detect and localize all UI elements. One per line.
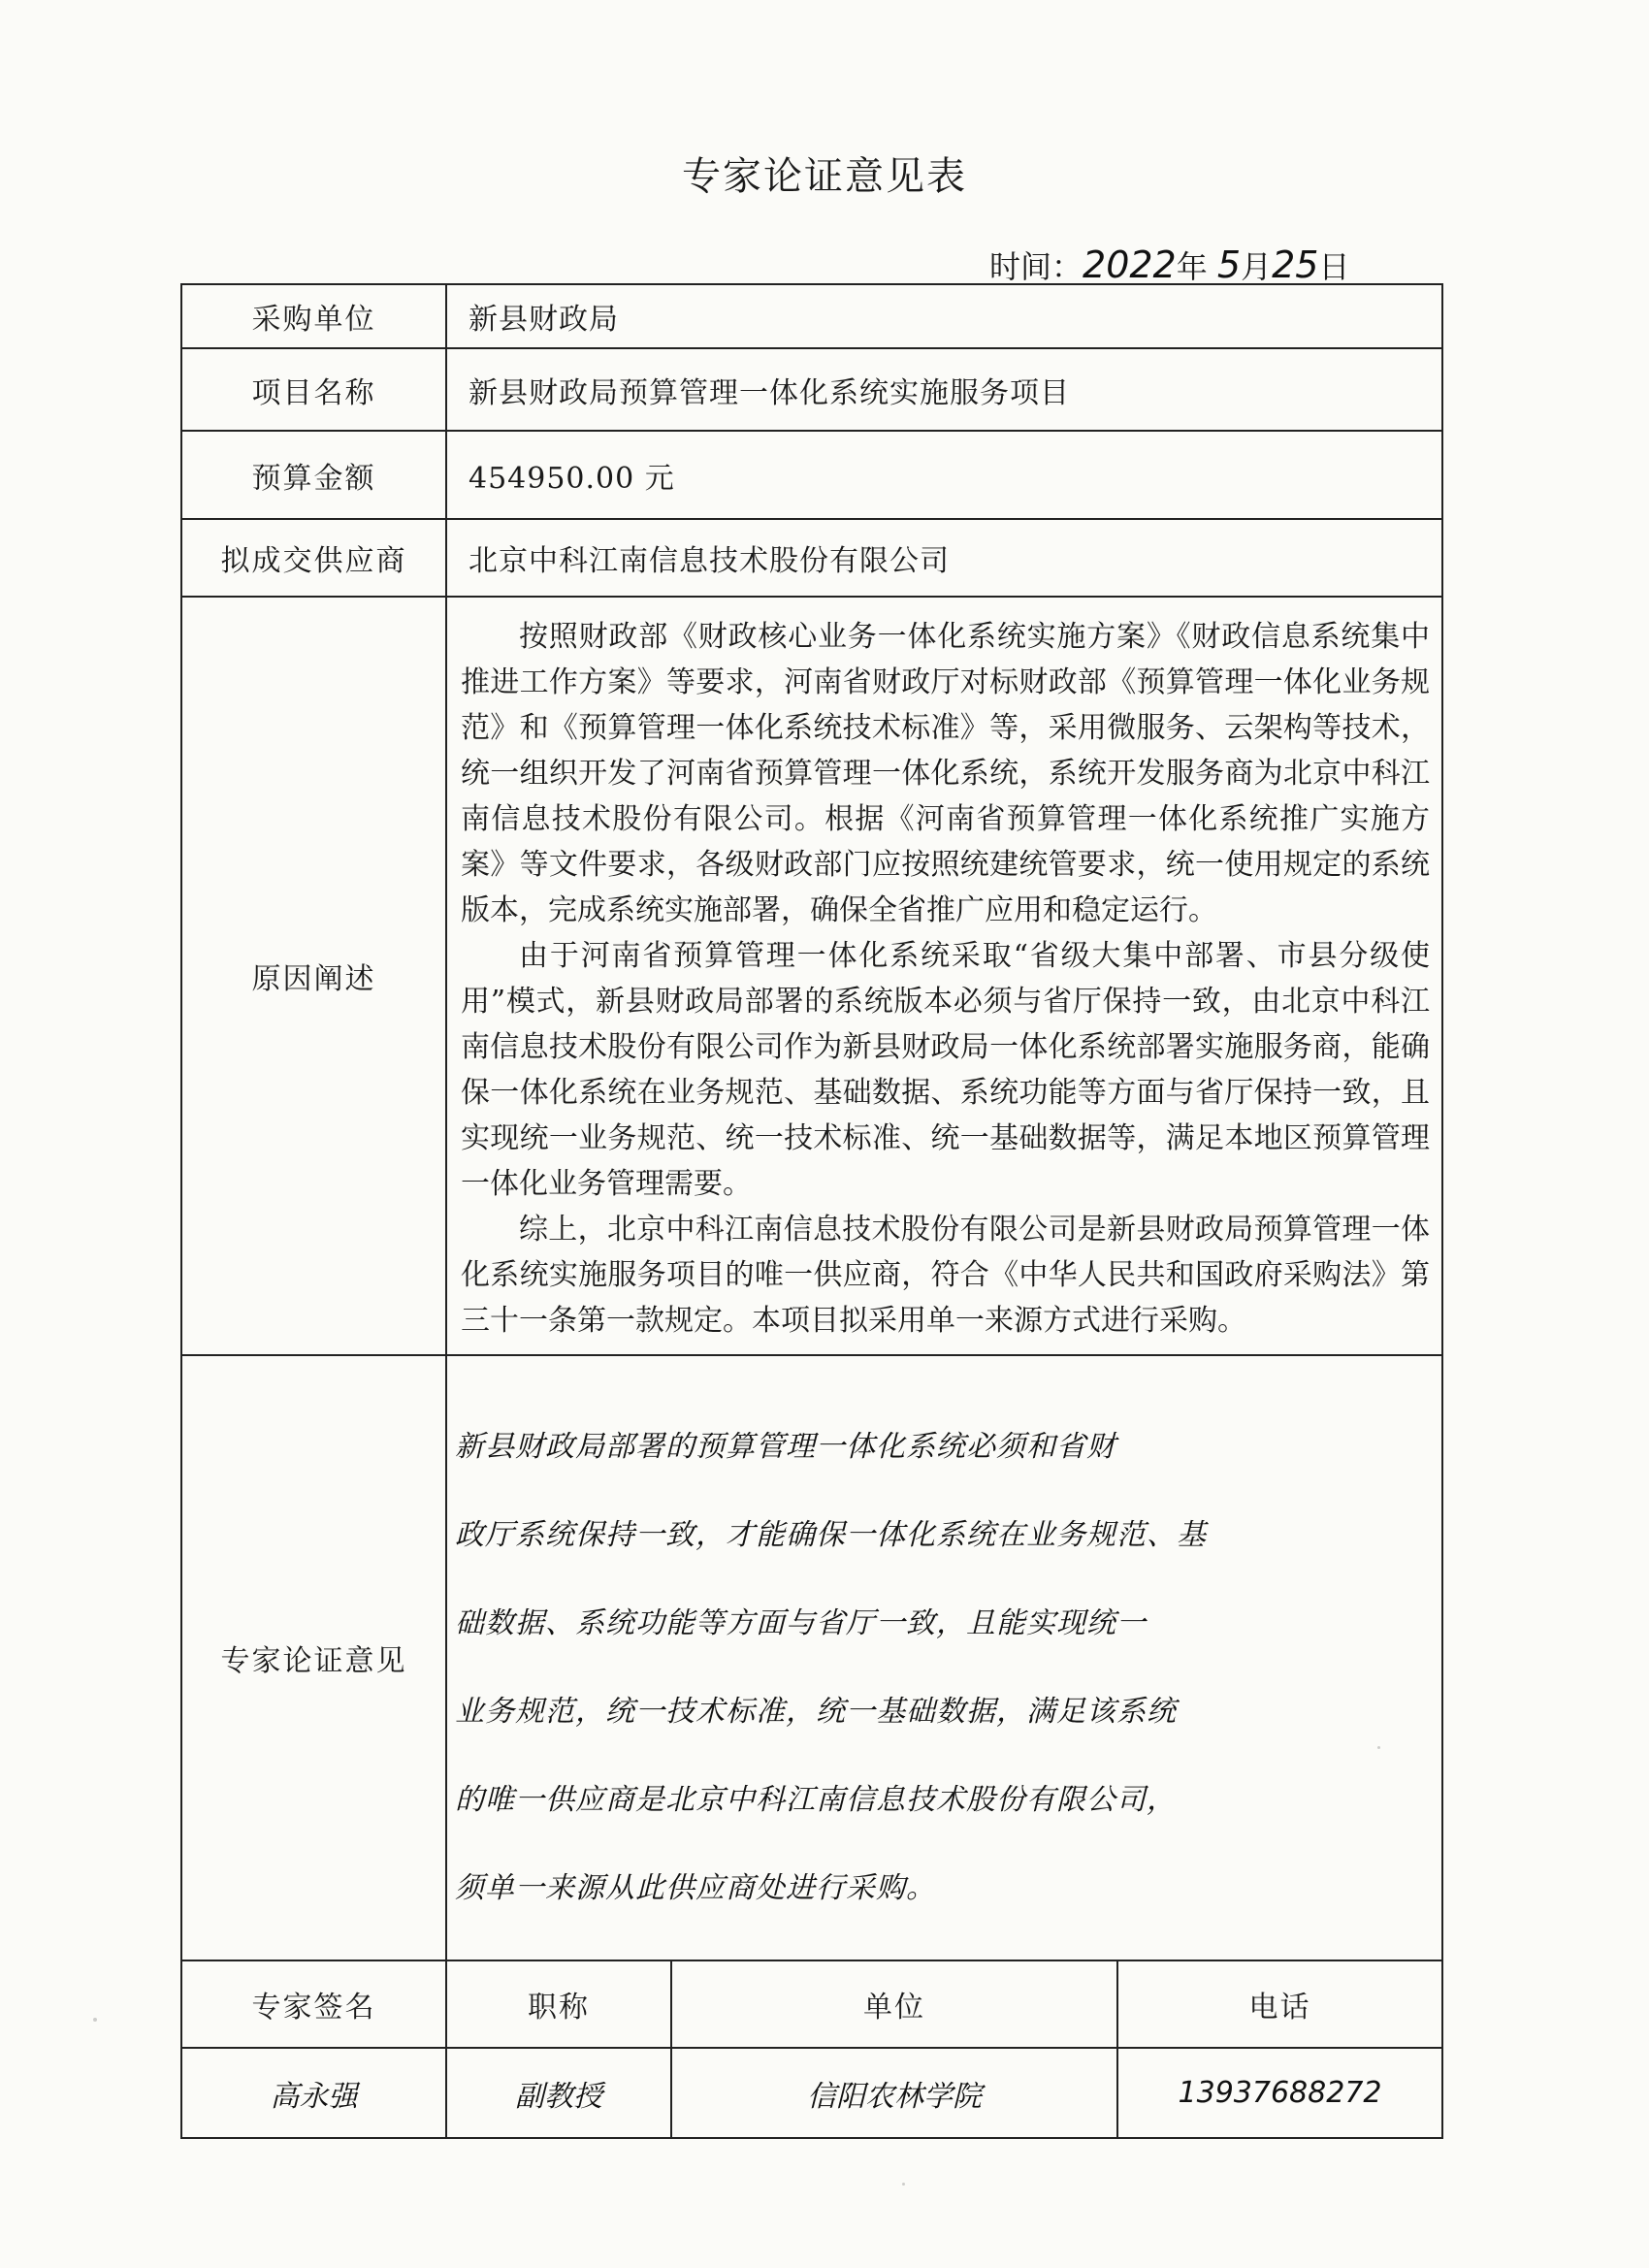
opinion-form-table: [180, 283, 1443, 2139]
header-title: 职称: [446, 1960, 671, 2048]
row-project-name: [181, 348, 1442, 431]
row-purchaser: [181, 284, 1442, 348]
purchaser-value: 新县财政局: [446, 284, 1442, 348]
row-expert-opinion: [181, 1355, 1442, 1960]
scan-speck: [902, 2183, 905, 2186]
opinion-line: 业务规范，统一技术标准，统一基础数据，满足该系统: [455, 1695, 1177, 1729]
expert-unit: 信阳农林学院: [671, 2048, 1117, 2138]
page-title: 专家论证意见表: [682, 154, 967, 199]
expert-title: 副教授: [446, 2048, 671, 2138]
project-name-value: 新县财政局预算管理一体化系统实施服务项目: [446, 348, 1442, 431]
reason-paragraph: 综上，北京中科江南信息技术股份有限公司是新县财政局预算管理一体化系统实施服务项目的唯一供应商，符合《中华人民共和国政府采购法》第三十一条第一款规定。本项目拟采用单一来源方式进行采购。: [461, 1213, 1431, 1338]
budget-label: 预算金额: [181, 431, 446, 519]
opinion-line: 政厅系统保持一致，才能确保一体化系统在业务规范、基: [455, 1518, 1207, 1552]
expert-opinion-handwriting: [446, 1355, 1442, 1960]
header-expert-signature: 专家签名: [181, 1960, 446, 2048]
opinion-line: 的唯一供应商是北京中科江南信息技术股份有限公司，: [455, 1783, 1177, 1817]
expert-phone: 13937688272: [1117, 2048, 1442, 2138]
signature-header-row: [181, 1960, 1442, 2048]
date-year-unit: 年: [1176, 248, 1208, 285]
date-month-unit: 月: [1241, 248, 1273, 285]
date-year: 2022: [1083, 243, 1177, 286]
expert-signature: 高永强: [181, 2048, 446, 2138]
opinion-line: 础数据、系统功能等方面与省厅一致，且能实现统一: [455, 1606, 1147, 1640]
header-unit: 单位: [671, 1960, 1117, 2048]
signature-row: [181, 2048, 1442, 2138]
scan-speck: [1377, 1746, 1380, 1749]
row-budget: [181, 431, 1442, 519]
opinion-line: 须单一来源从此供应商处进行采购。: [455, 1871, 936, 1905]
supplier-label: 拟成交供应商: [181, 519, 446, 597]
supplier-value: 北京中科江南信息技术股份有限公司: [446, 519, 1442, 597]
reason-label: 原因阐述: [181, 597, 446, 1355]
reason-paragraph: 由于河南省预算管理一体化系统采取“省级大集中部署、市县分级使用”模式，新县财政局部署的系统版本必须与省厅保持一致，由北京中科江南信息技术股份有限公司作为新县财政局一体化系统部署实施服务商，能确保一体化系统在业务规范、基础数据、系统功能等方面与省厅保持一致，且实现统一业务规范、统一技术标准、统一基础数据等，满足本地区预算管理一体化业务管理需要。: [461, 939, 1431, 1201]
reason-text: [446, 597, 1442, 1355]
project-name-label: 项目名称: [181, 348, 446, 431]
scan-speck: [93, 2018, 97, 2022]
date-line: [989, 243, 1350, 287]
purchaser-label: 采购单位: [181, 284, 446, 348]
row-reason: [181, 597, 1442, 1355]
date-day: 25: [1272, 243, 1319, 286]
date-label: 时间：: [989, 248, 1083, 285]
opinion-line: 新县财政局部署的预算管理一体化系统必须和省财: [455, 1430, 1116, 1464]
header-phone: 电话: [1117, 1960, 1442, 2048]
budget-value: 454950.00 元: [446, 431, 1442, 519]
row-supplier: [181, 519, 1442, 597]
date-month: 5: [1216, 243, 1242, 286]
reason-paragraph: 按照财政部《财政核心业务一体化系统实施方案》《财政信息系统集中推进工作方案》等要求，河南省财政厅对标财政部《预算管理一体化业务规范》和《预算管理一体化系统技术标准》等，采用微服务、云架构等技术，统一组织开发了河南省预算管理一体化系统，系统开发服务商为北京中科江南信息技术股份有限公司。根据《河南省预算管理一体化系统推广实施方案》等文件要求，各级财政部门应按照统建统管要求，统一使用规定的系统版本，完成系统实施部署，确保全省推广应用和稳定运行。: [461, 620, 1431, 927]
expert-opinion-label: 专家论证意见: [181, 1355, 446, 1960]
date-day-unit: 日: [1318, 248, 1350, 285]
